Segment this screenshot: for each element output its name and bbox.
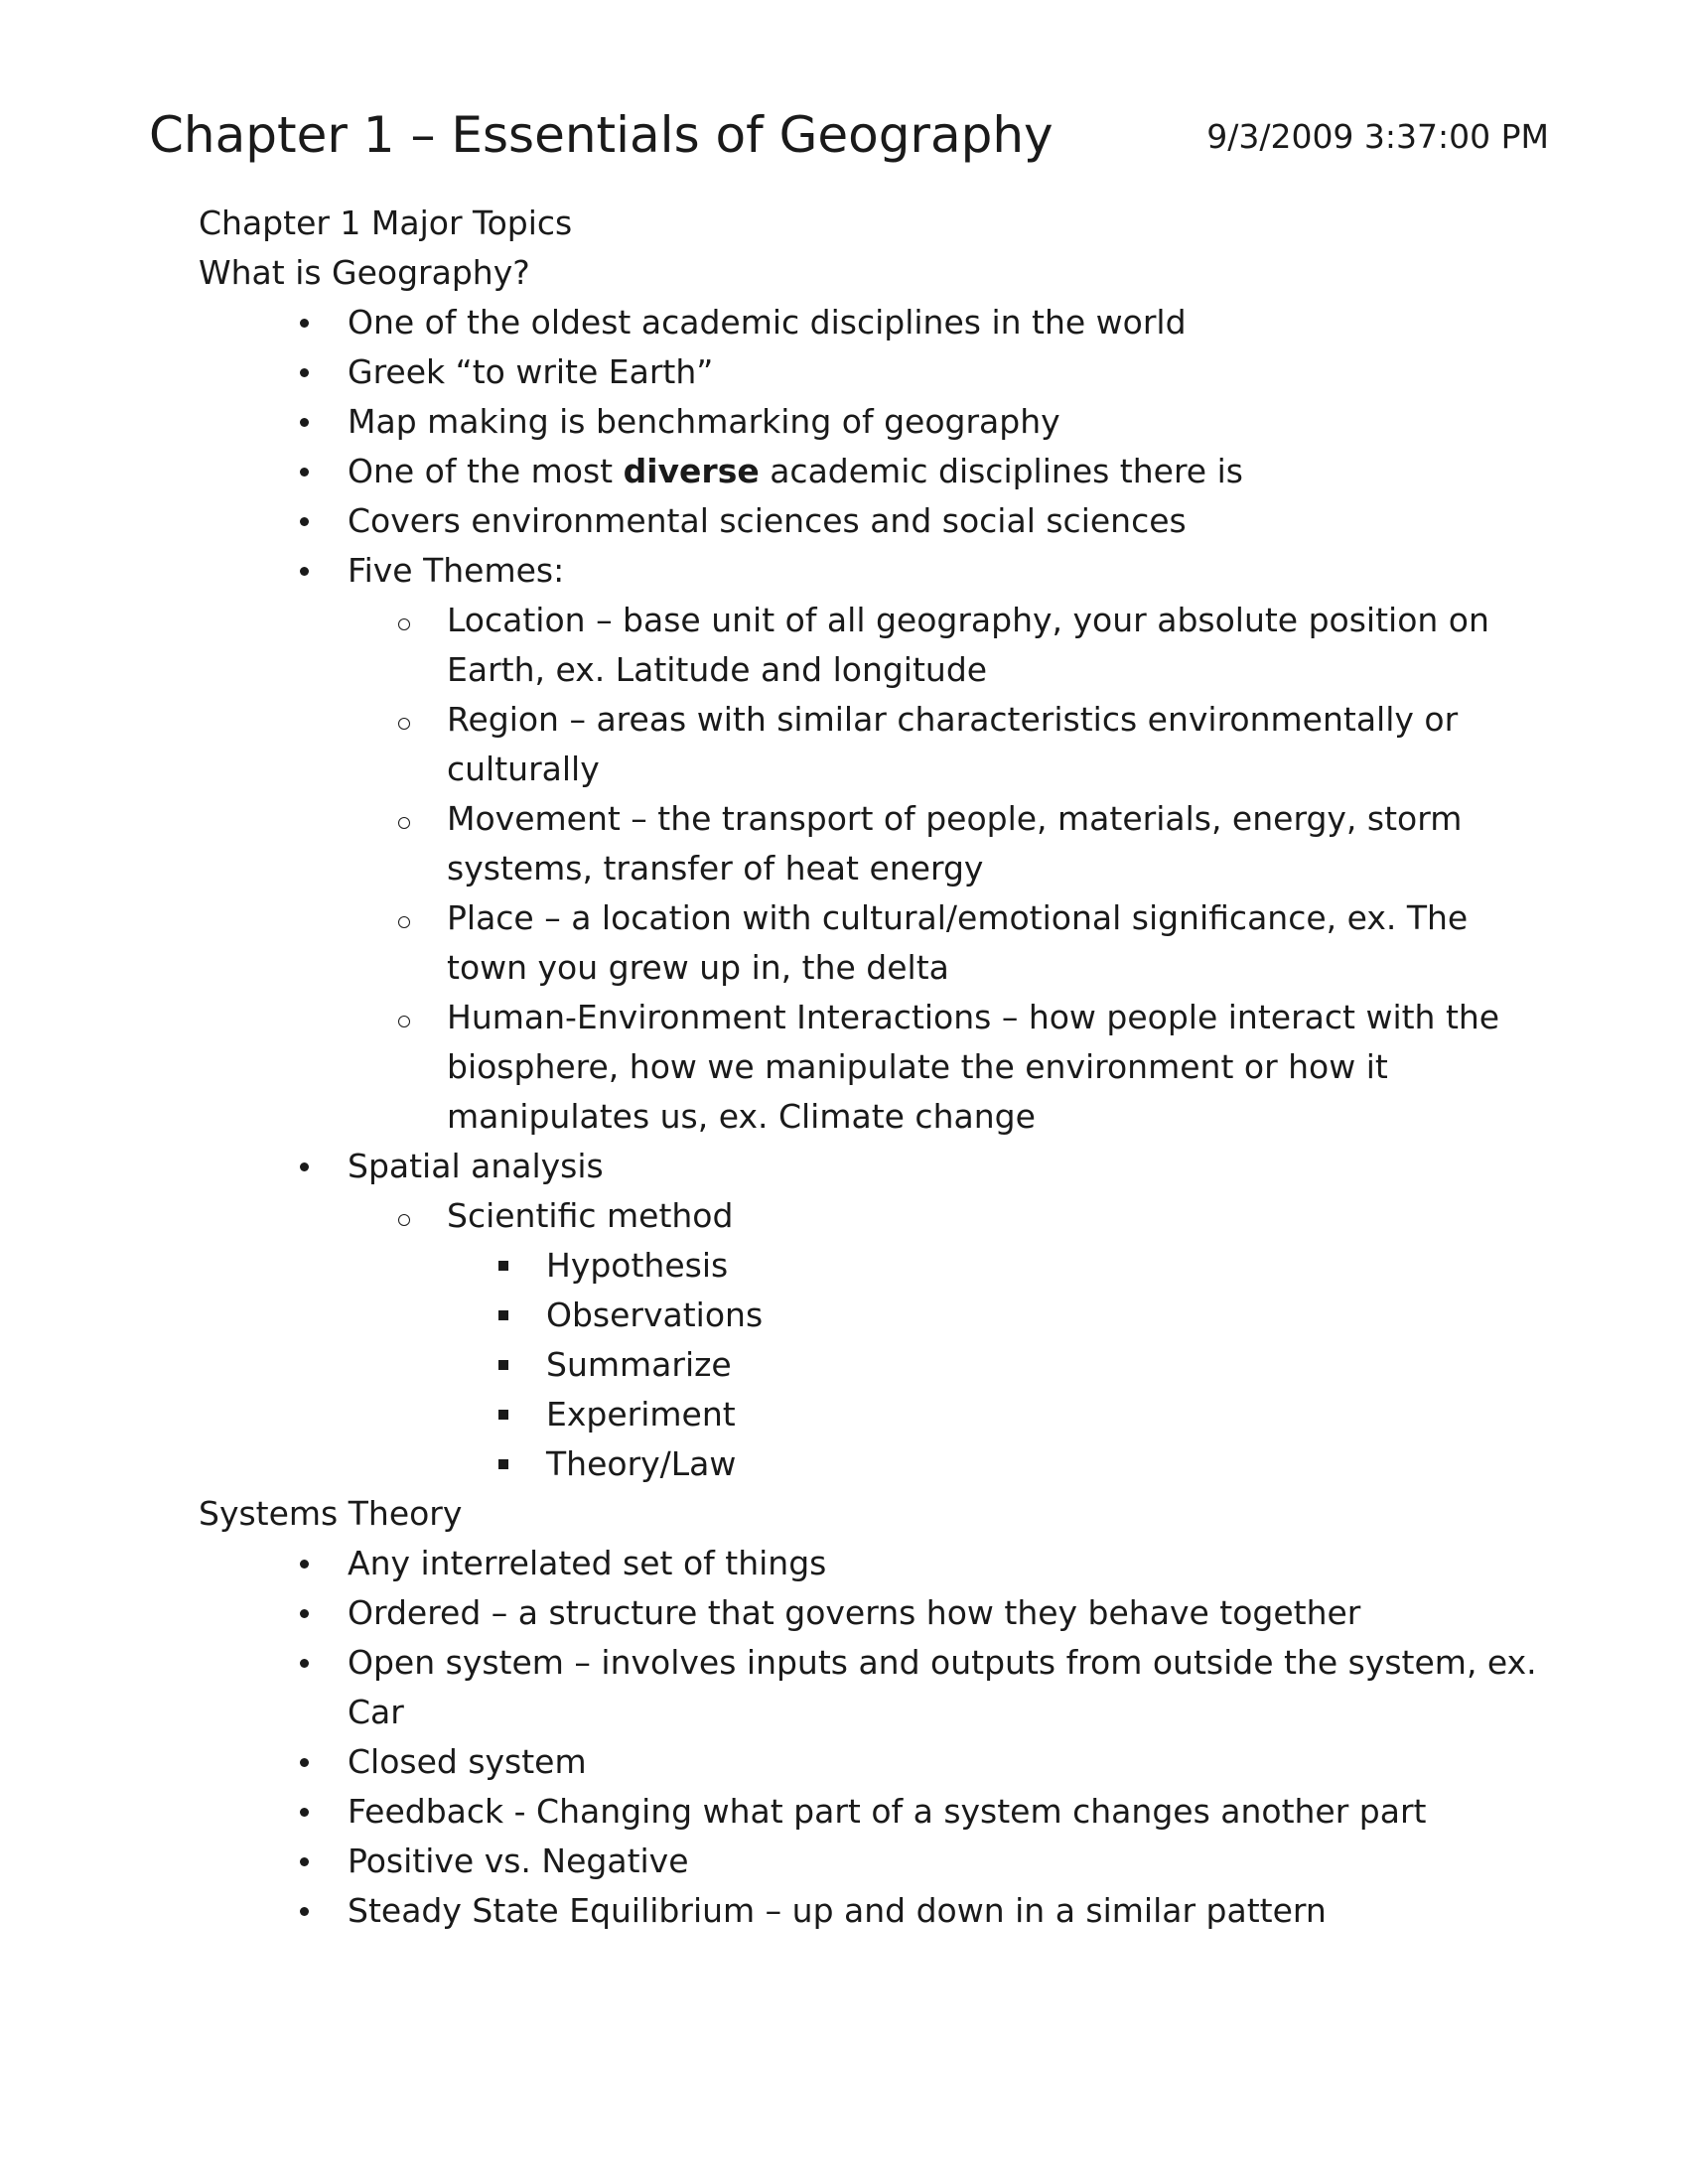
sub-sub-list-item: Summarize [199, 1340, 1539, 1390]
bullet-dot-icon [294, 1886, 314, 1936]
bullet-dot-icon [294, 447, 314, 496]
sub-sub-list-item: Hypothesis [199, 1241, 1539, 1291]
sub-list-item: Movement – the transport of people, materials, energy, storm systems, transfer of heat energy [199, 794, 1539, 893]
bullet-dot-icon [294, 298, 314, 347]
section-heading-systems-theory: Systems Theory [199, 1494, 463, 1533]
bullet-square-icon [493, 1241, 513, 1291]
bullet-circle-icon [394, 993, 414, 1042]
sub-list-item: Place – a location with cultural/emotional significance, ex. The town you grew up in, the delta [199, 893, 1539, 993]
list-item: Ordered – a structure that governs how they behave together [199, 1588, 1539, 1638]
list-item: One of the most diverse academic disciplines there is [199, 447, 1539, 496]
sub-sub-list-item: Experiment [199, 1390, 1539, 1439]
section-heading-what-is-geography: What is Geography? [199, 253, 530, 292]
bullet-square-icon [493, 1390, 513, 1439]
sub-sub-list-item: Observations [199, 1291, 1539, 1340]
timestamp: 9/3/2009 3:37:00 PM [1206, 117, 1549, 156]
sub-list-item: Scientific method [199, 1191, 1539, 1241]
list-item: Positive vs. Negative [199, 1837, 1539, 1886]
bullet-circle-icon [394, 596, 414, 645]
bullet-circle-icon [394, 695, 414, 745]
bullet-dot-icon [294, 1787, 314, 1837]
sub-sub-list-item: Theory/Law [199, 1439, 1539, 1489]
list-item: Any interrelated set of things [199, 1539, 1539, 1588]
bullet-dot-icon [294, 397, 314, 447]
bullet-square-icon [493, 1340, 513, 1390]
list-item: Greek “to write Earth” [199, 347, 1539, 397]
sub-list-item: Human-Environment Interactions – how people interact with the biosphere, how we manipulate the environment or how it manipulates us, ex. Climate change [199, 993, 1539, 1142]
bullet-dot-icon [294, 546, 314, 596]
list-item: One of the oldest academic disciplines in the world [199, 298, 1539, 347]
bullet-dot-icon [294, 1737, 314, 1787]
list-item: Covers environmental sciences and social sciences [199, 496, 1539, 546]
bullet-dot-icon [294, 1588, 314, 1638]
page-title: Chapter 1 – Essentials of Geography [149, 106, 1054, 164]
list-item: Feedback - Changing what part of a system changes another part [199, 1787, 1539, 1837]
bullet-square-icon [493, 1439, 513, 1489]
bullet-dot-icon [294, 1539, 314, 1588]
bullet-dot-icon [294, 1837, 314, 1886]
list-item: Five Themes: [199, 546, 1539, 596]
section-heading-major-topics: Chapter 1 Major Topics [199, 204, 573, 242]
bullet-dot-icon [294, 496, 314, 546]
page-header [149, 95, 1549, 175]
list-item: Map making is benchmarking of geography [199, 397, 1539, 447]
bullet-square-icon [493, 1291, 513, 1340]
list-item: Steady State Equilibrium – up and down in a similar pattern [199, 1886, 1539, 1936]
bullet-dot-icon [294, 1142, 314, 1191]
bullet-circle-icon [394, 794, 414, 844]
bullet-circle-icon [394, 893, 414, 943]
bullet-circle-icon [394, 1191, 414, 1241]
bullet-dot-icon [294, 1638, 314, 1688]
sub-list-item: Region – areas with similar characteristics environmentally or culturally [199, 695, 1539, 794]
list-item: Spatial analysis [199, 1142, 1539, 1191]
emphasis-text: diverse [623, 452, 760, 490]
sub-list-item: Location – base unit of all geography, your absolute position on Earth, ex. Latitude and longitude [199, 596, 1539, 695]
list-item: Closed system [199, 1737, 1539, 1787]
bullet-dot-icon [294, 347, 314, 397]
list-item: Open system – involves inputs and outputs from outside the system, ex. Car [199, 1638, 1539, 1737]
document-body [199, 199, 1539, 1936]
